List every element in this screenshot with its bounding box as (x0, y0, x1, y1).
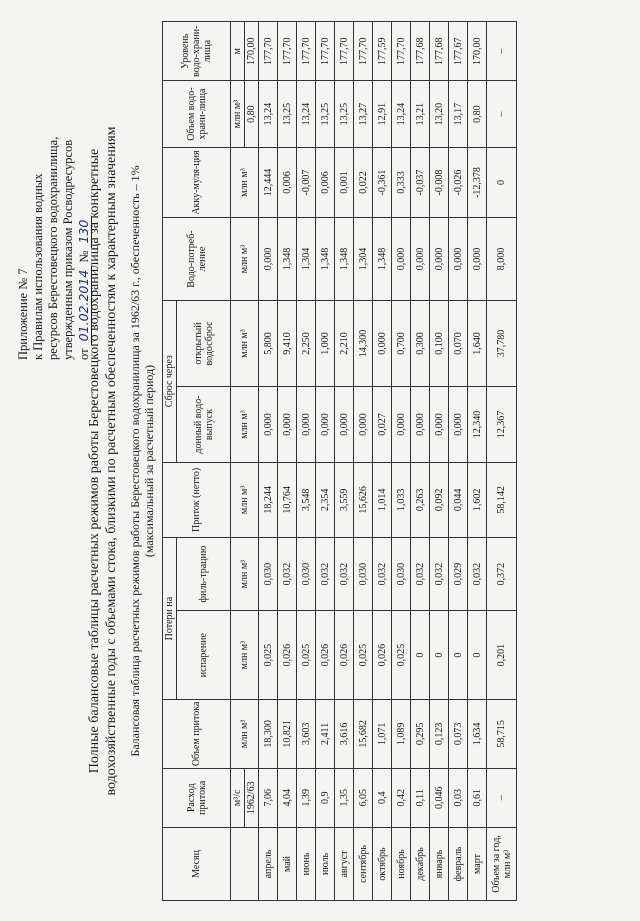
cell-filtracia: 0,032 (430, 538, 449, 611)
cell-obem: 0,073 (449, 700, 468, 768)
unit-cell: млн м³ (231, 700, 259, 768)
cell-rashod: 7,06 (259, 768, 278, 827)
header-sbros: Сброс через (163, 300, 177, 462)
cell-obem: 58,715 (487, 700, 517, 768)
cell-month: август (335, 827, 354, 900)
cell-akkum: -0,026 (449, 147, 468, 218)
cell-isparenie: 0,025 (392, 611, 411, 700)
cell-isparenie: 0,026 (278, 611, 297, 700)
unit-cell: м³/с (231, 768, 245, 827)
cell-volume: 12,91 (373, 81, 392, 147)
cell-netto: 18,244 (259, 462, 278, 537)
header-donny: донный водо-выпуск (177, 387, 231, 462)
cell-isparenie: 0,201 (487, 611, 517, 700)
cell-akkum: -0,037 (411, 147, 430, 218)
cell-rashod: 0,4 (373, 768, 392, 827)
balance-table (162, 21, 517, 901)
table-row (259, 22, 278, 901)
cell-obem: 10,821 (278, 700, 297, 768)
cell-isparenie: 0,026 (335, 611, 354, 700)
cell-level: – (487, 22, 517, 81)
cell-level: 177,70 (354, 22, 373, 81)
cell-rashod: 1,35 (335, 768, 354, 827)
cell-filtracia: 0,032 (411, 538, 430, 611)
cell-month: январь (430, 827, 449, 900)
cell-otkryty: 1,000 (316, 300, 335, 387)
unit-cell: млн м³ (231, 300, 259, 387)
cell-otkryty: 0,000 (373, 300, 392, 387)
cell-month: июль (316, 827, 335, 900)
cell-isparenie: 0,025 (259, 611, 278, 700)
caption-line: Балансовая таблица расчетных режимов работы Берестовецкого водохранилища за 1962/63 г., обеспеченность – 1% (128, 165, 142, 757)
header-obem-vdhr: Объем водо-храни-лища (163, 81, 231, 147)
cell-donny: 0,000 (392, 387, 411, 462)
cell-filtracia: 0,029 (449, 538, 468, 611)
cell-isparenie: 0,026 (316, 611, 335, 700)
header-pritok-netto: Приток (нетто) (163, 462, 231, 537)
cell-netto: 1,602 (468, 462, 487, 537)
cell-filtracia: 0,032 (278, 538, 297, 611)
cell-donny: 0,000 (354, 387, 373, 462)
cell-donny: 0,000 (259, 387, 278, 462)
table-row (316, 22, 335, 901)
cell-volume: 13,25 (278, 81, 297, 147)
cell-volume: 13,17 (449, 81, 468, 147)
header-isparenie: испарение (177, 611, 231, 700)
cell-month: октябрь (373, 827, 392, 900)
cell-obem: 0,295 (411, 700, 430, 768)
cell-isparenie: 0,025 (354, 611, 373, 700)
cell-netto: 58,142 (487, 462, 517, 537)
cell-akkum: -0,008 (430, 147, 449, 218)
table-row (278, 22, 297, 901)
cell-akkum: 0,022 (354, 147, 373, 218)
cell-obem: 18,300 (259, 700, 278, 768)
title-line: водохозяйственные годы с объемами стока, близкими по расчетным обеспеченностям к характерным значениям (104, 126, 119, 796)
unit-cell: млн м³ (231, 611, 259, 700)
cell-netto: 0,044 (449, 462, 468, 537)
unit-cell: м (231, 22, 245, 81)
cell-month: апрель (259, 827, 278, 900)
cell-obem: 15,682 (354, 700, 373, 768)
cell-isparenie: 0,026 (373, 611, 392, 700)
cell-vodopotreb: 0,000 (430, 218, 449, 300)
cell-rashod: 6,05 (354, 768, 373, 827)
total-row (487, 22, 517, 901)
table-body (259, 22, 517, 901)
cell-akkum: 0,006 (278, 147, 297, 218)
cell-otkryty: 14,300 (354, 300, 373, 387)
cell-otkryty: 0,070 (449, 300, 468, 387)
header-poteri: Потери на (163, 538, 177, 700)
header-filtracia: филь-трацию (177, 538, 231, 611)
cell-level: 177,70 (316, 22, 335, 81)
cell-vodopotreb: 1,348 (316, 218, 335, 300)
table-caption (128, 11, 156, 911)
cell-level: 177,59 (373, 22, 392, 81)
cell-rashod: 1,39 (297, 768, 316, 827)
cell-akkum: 0,001 (335, 147, 354, 218)
cell-otkryty: 5,800 (259, 300, 278, 387)
cell-level: 177,70 (392, 22, 411, 81)
cell-netto: 15,626 (354, 462, 373, 537)
cell-month: декабрь (411, 827, 430, 900)
header-obem-pritoka: Объем притока (163, 700, 231, 768)
appendix-date-prefix: от (77, 348, 91, 360)
cell-isparenie: 0 (411, 611, 430, 700)
cell-akkum: 0,006 (316, 147, 335, 218)
cell-filtracia: 0,030 (297, 538, 316, 611)
cell-donny: 12,340 (468, 387, 487, 462)
cell-volume: 13,25 (316, 81, 335, 147)
cell-month: март (468, 827, 487, 900)
cell-volume: 13,20 (430, 81, 449, 147)
cell-otkryty: 0,100 (430, 300, 449, 387)
table-row (430, 22, 449, 901)
table-row (392, 22, 411, 901)
cell-netto: 1,014 (373, 462, 392, 537)
cell-akkum: 0,333 (392, 147, 411, 218)
cell-isparenie: 0 (430, 611, 449, 700)
table-row (354, 22, 373, 901)
cell-volume: 13,24 (259, 81, 278, 147)
unit-cell: млн м³ (231, 462, 259, 537)
header-month: Месяц (163, 827, 231, 900)
cell-month: сентябрь (354, 827, 373, 900)
cell-filtracia: 0,032 (373, 538, 392, 611)
header-rashod: Расход притока (163, 768, 231, 827)
unit-cell: млн м³ (231, 147, 259, 218)
cell-level: 177,70 (259, 22, 278, 81)
cell-month: ноябрь (392, 827, 411, 900)
cell-level: 177,70 (335, 22, 354, 81)
handwritten-number: 130 (76, 216, 92, 248)
cell-obem: 2,411 (316, 700, 335, 768)
unit-cell: млн м³ (231, 538, 259, 611)
cell-vodopotreb: 0,000 (392, 218, 411, 300)
cell-filtracia: 0,030 (259, 538, 278, 611)
cell-otkryty: 2,210 (335, 300, 354, 387)
cell-netto: 1,033 (392, 462, 411, 537)
cell-otkryty: 0,700 (392, 300, 411, 387)
cell-donny: 0,000 (430, 387, 449, 462)
cell-otkryty: 0,300 (411, 300, 430, 387)
units-month-empty (231, 827, 259, 900)
cell-level: 177,68 (411, 22, 430, 81)
cell-netto: 0,263 (411, 462, 430, 537)
cell-rashod: 0,61 (468, 768, 487, 827)
cell-donny: 12,367 (487, 387, 517, 462)
handwritten-date: 01.02.2014 (76, 266, 92, 346)
cell-akkum: -0,361 (373, 147, 392, 218)
cell-filtracia: 0,032 (468, 538, 487, 611)
cell-obem: 3,603 (297, 700, 316, 768)
table-row (373, 22, 392, 901)
cell-obem: 1,634 (468, 700, 487, 768)
cell-vodopotreb: 0,000 (259, 218, 278, 300)
cell-filtracia: 0,032 (316, 538, 335, 611)
cell-vodopotreb: 1,304 (354, 218, 373, 300)
cell-month: июнь (297, 827, 316, 900)
cell-vodopotreb: 0,000 (411, 218, 430, 300)
table-row (297, 22, 316, 901)
start-volume: 0,80 (245, 81, 259, 147)
cell-vodopotreb: 0,000 (449, 218, 468, 300)
cell-month: февраль (449, 827, 468, 900)
cell-akkum: 12,444 (259, 147, 278, 218)
cell-total-label: Объем за год, млн м³ (487, 827, 517, 900)
unit-cell: млн м³ (231, 81, 245, 147)
table-row (335, 22, 354, 901)
cell-isparenie: 0 (468, 611, 487, 700)
cell-volume: – (487, 81, 517, 147)
appendix-number-sign: № (77, 250, 91, 263)
cell-volume: 13,24 (392, 81, 411, 147)
cell-otkryty: 37,780 (487, 300, 517, 387)
appendix-line: утвержденным приказом Росводресурсов (61, 139, 75, 360)
cell-level: 177,67 (449, 22, 468, 81)
cell-volume: 13,25 (335, 81, 354, 147)
header-uroven: Уровень водо-храни-лища (163, 22, 231, 81)
cell-otkryty: 1,640 (468, 300, 487, 387)
cell-vodopotreb: 8,000 (487, 218, 517, 300)
title-line: Полные балансовые таблицы расчетных режимов работы Берестовецкого водохранилища за конкретные (87, 148, 102, 774)
header-akkum: Акку-муля-ция (163, 147, 231, 218)
cell-donny: 0,000 (297, 387, 316, 462)
cell-rashod: 0,046 (430, 768, 449, 827)
cell-vodopotreb: 1,348 (335, 218, 354, 300)
cell-obem: 1,089 (392, 700, 411, 768)
cell-volume: 13,24 (297, 81, 316, 147)
appendix-line: к Правилам использования водных (31, 173, 45, 360)
appendix-block (16, 30, 92, 360)
cell-volume: 13,21 (411, 81, 430, 147)
cell-level: 177,68 (430, 22, 449, 81)
cell-vodopotreb: 1,348 (278, 218, 297, 300)
cell-level: 177,70 (278, 22, 297, 81)
cell-rashod: 4,04 (278, 768, 297, 827)
cell-level: 170,00 (468, 22, 487, 81)
cell-volume: 0,80 (468, 81, 487, 147)
header-otkryty: открытый водосброс (177, 300, 231, 387)
cell-otkryty: 2,250 (297, 300, 316, 387)
cell-vodopotreb: 1,348 (373, 218, 392, 300)
cell-obem: 0,123 (430, 700, 449, 768)
cell-filtracia: 0,032 (335, 538, 354, 611)
cell-filtracia: 0,030 (354, 538, 373, 611)
cell-otkryty: 9,410 (278, 300, 297, 387)
appendix-line: ресурсов Берестовецкого водохранилища, (46, 136, 60, 360)
cell-obem: 1,071 (373, 700, 392, 768)
cell-netto: 3,559 (335, 462, 354, 537)
cell-donny: 0,000 (335, 387, 354, 462)
cell-vodopotreb: 1,304 (297, 218, 316, 300)
table-row (468, 22, 487, 901)
cell-donny: 0,000 (449, 387, 468, 462)
cell-akkum: -0,007 (297, 147, 316, 218)
unit-cell: млн м³ (231, 387, 259, 462)
cell-filtracia: 0,030 (392, 538, 411, 611)
cell-netto: 3,548 (297, 462, 316, 537)
table-row (449, 22, 468, 901)
table-row (411, 22, 430, 901)
cell-donny: 0,000 (316, 387, 335, 462)
cell-rashod: 0,11 (411, 768, 430, 827)
cell-isparenie: 0 (449, 611, 468, 700)
header-vodopotreb: Водо-потреб-ление (163, 218, 231, 300)
cell-level: 177,70 (297, 22, 316, 81)
cell-akkum: 0 (487, 147, 517, 218)
cell-obem: 3,616 (335, 700, 354, 768)
cell-vodopotreb: 0,000 (468, 218, 487, 300)
start-level: 170,00 (245, 22, 259, 81)
cell-isparenie: 0,025 (297, 611, 316, 700)
caption-line: (максимальный за расчетный период) (142, 364, 156, 558)
cell-donny: 0,000 (278, 387, 297, 462)
cell-donny: 0,000 (411, 387, 430, 462)
cell-netto: 2,354 (316, 462, 335, 537)
cell-rashod: – (487, 768, 517, 827)
document-title (86, 11, 120, 911)
cell-rashod: 0,42 (392, 768, 411, 827)
cell-volume: 13,27 (354, 81, 373, 147)
year-label: 1962/63 (245, 768, 259, 827)
cell-filtracia: 0,372 (487, 538, 517, 611)
cell-akkum: -12,378 (468, 147, 487, 218)
cell-donny: 0,027 (373, 387, 392, 462)
cell-netto: 10,764 (278, 462, 297, 537)
appendix-line: Приложение № 7 (16, 268, 30, 360)
cell-month: май (278, 827, 297, 900)
unit-cell: млн м³ (231, 218, 259, 300)
cell-rashod: 0,03 (449, 768, 468, 827)
cell-rashod: 0,9 (316, 768, 335, 827)
cell-netto: 0,092 (430, 462, 449, 537)
